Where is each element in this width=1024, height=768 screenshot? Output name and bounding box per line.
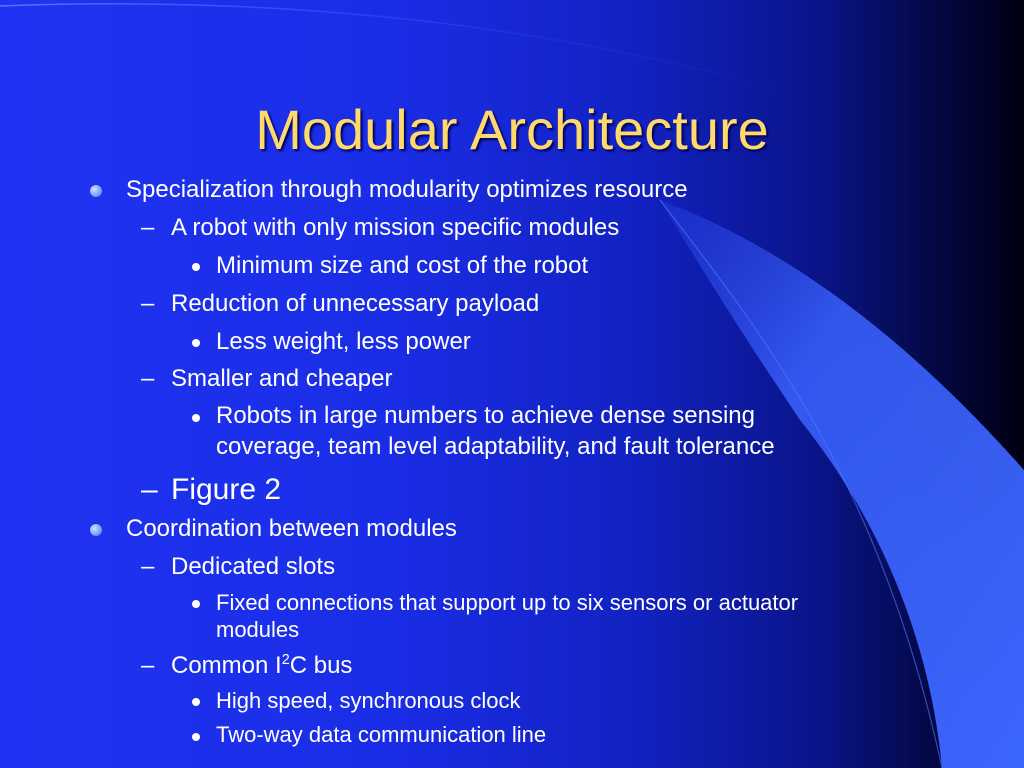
bullet-level2-i2c — [171, 652, 352, 680]
level2-dash: – — [141, 365, 155, 392]
i2c-superscript: 2 — [281, 652, 290, 668]
level3-bullet-dot — [192, 698, 200, 706]
level2-dash: – — [141, 473, 158, 506]
bullet-level1: Coordination between modules — [126, 515, 457, 542]
bullet-level2-figure-ref: Figure 2 — [171, 473, 282, 506]
level3-bullet-dot — [192, 600, 200, 608]
level3-bullet-dot — [192, 414, 200, 422]
bullet-level3-continuation: coverage, team level adaptability, and fault tolerance — [216, 433, 775, 460]
level3-bullet-dot — [192, 263, 200, 271]
level1-bullet-dot — [90, 524, 102, 536]
bullet-level2: A robot with only mission specific modules — [171, 214, 620, 241]
bullet-level2: Reduction of unnecessary payload — [171, 290, 540, 317]
level1-bullet-dot — [90, 185, 102, 197]
level3-bullet-dot — [192, 339, 200, 347]
level3-bullet-dot — [192, 733, 200, 741]
bullet-level3: Two-way data communication line — [216, 722, 547, 747]
level2-dash: – — [141, 214, 155, 241]
level2-dash: – — [141, 290, 155, 317]
bullet-level3: Less weight, less power — [216, 328, 471, 355]
bullet-level3: Fixed connections that support up to six sensors or actuator — [216, 590, 799, 615]
bullet-level1: Specialization through modularity optimizes resource — [126, 176, 688, 203]
bullet-level3: Robots in large numbers to achieve dense sensing — [216, 402, 755, 429]
bullet-level3-continuation: modules — [216, 617, 300, 642]
bullet-level3: High speed, synchronous clock — [216, 688, 521, 713]
i2c-prefix: Common I — [171, 652, 282, 679]
level2-dash: – — [141, 652, 155, 679]
bullet-level2: Dedicated slots — [171, 553, 336, 580]
level2-dash: – — [141, 553, 155, 580]
i2c-suffix: C bus — [289, 652, 353, 679]
bullet-level2: Smaller and cheaper — [171, 365, 393, 392]
slide-title: Modular Architecture — [255, 98, 769, 161]
bullet-level3: Minimum size and cost of the robot — [216, 252, 589, 279]
